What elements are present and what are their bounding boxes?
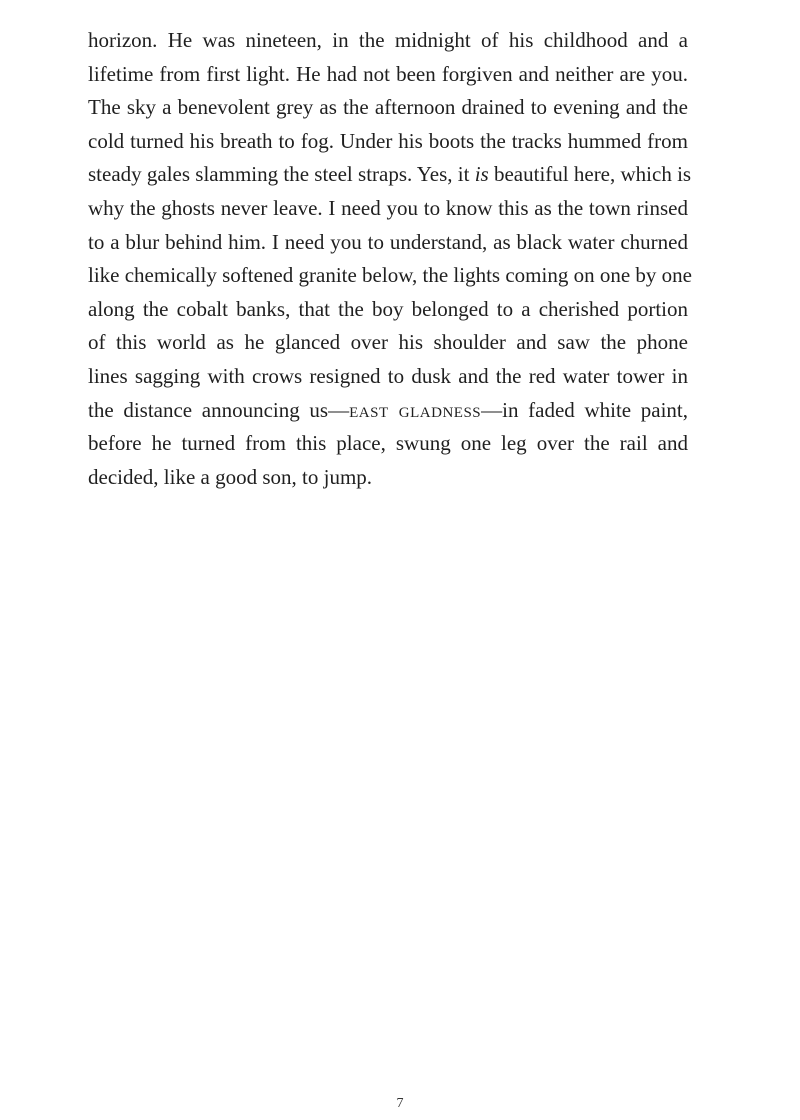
small-caps-place-name: east gladness bbox=[349, 397, 482, 422]
text-line: The sky a benevolent grey as the afternoon drained to evening and the bbox=[88, 95, 688, 120]
text-segment: the distance announcing us— bbox=[88, 397, 350, 422]
text-line: of this world as he glanced over his shoulder and saw the phone bbox=[88, 330, 688, 355]
text-line bbox=[88, 394, 688, 428]
text-line: along the cobalt banks, that the boy belonged to a cherished portion bbox=[88, 296, 688, 321]
text-segment: —in faded white paint, bbox=[481, 397, 689, 422]
text-line: horizon. He was nineteen, in the midnight of his childhood and a bbox=[88, 28, 688, 52]
text-line: lifetime from first light. He had not been forgiven and neither are you. bbox=[88, 61, 688, 86]
body-paragraph bbox=[88, 24, 692, 494]
text-line: why the ghosts never leave. I need you to know this as the town rinsed bbox=[88, 195, 688, 220]
text-line bbox=[88, 158, 692, 192]
text-line: decided, like a good son, to jump. bbox=[88, 464, 373, 489]
text-line: cold turned his breath to fog. Under his boots the tracks hummed from bbox=[88, 128, 688, 153]
page-number: 7 bbox=[396, 1096, 404, 1111]
text-line: like chemically softened granite below, the lights coming on one by one bbox=[88, 263, 692, 288]
text-segment: beautiful here, which is bbox=[488, 162, 692, 187]
italic-emphasis: is bbox=[474, 162, 489, 187]
text-line: lines sagging with crows resigned to dusk and the red water tower in bbox=[88, 363, 688, 388]
text-line: to a blur behind him. I need you to understand, as black water churned bbox=[88, 229, 688, 254]
text-line: before he turned from this place, swung one leg over the rail and bbox=[88, 431, 688, 456]
text-segment: steady gales slamming the steel straps. Yes, it bbox=[88, 162, 475, 187]
